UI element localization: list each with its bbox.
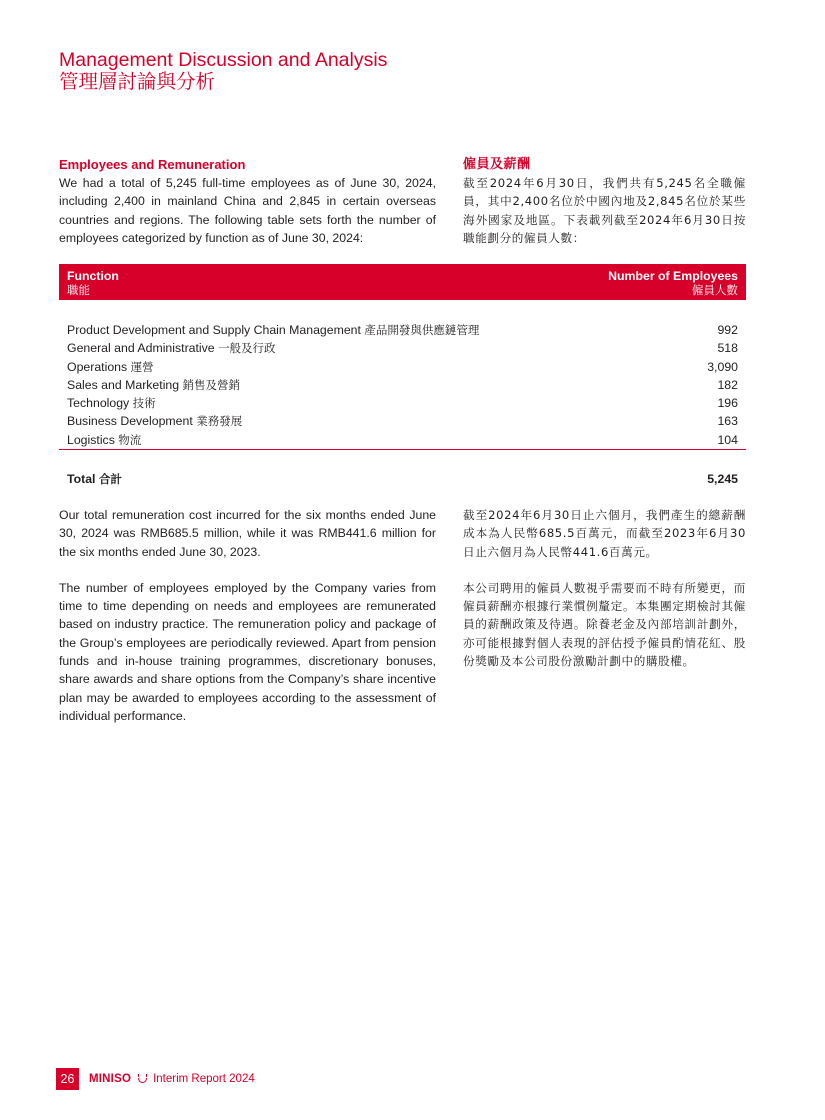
table-row xyxy=(59,431,746,449)
table-row xyxy=(59,376,746,394)
table-row xyxy=(59,339,746,357)
page-number: 26 xyxy=(56,1068,79,1090)
header-title-en: Management Discussion and Analysis xyxy=(59,49,388,71)
employees-section-en xyxy=(59,156,436,247)
row-value: 196 xyxy=(717,396,738,411)
row-label xyxy=(67,376,240,394)
row-value: 182 xyxy=(717,377,738,392)
table-row xyxy=(59,358,746,376)
header-function xyxy=(67,269,119,297)
employees-title-zh: 僱員及薪酬 xyxy=(463,157,531,172)
row-label-zh: 運營 xyxy=(130,359,154,374)
table-row xyxy=(59,321,746,339)
remuneration-para2-en: The number of employees employed by the Company varies from time to time depending on needs and employees are remunerated based on industry practice. The remuneration policy and package of the Group’s employees are periodically reviewed. Apart from pension funds and in-house training programmes, discretionary bonuses, share awards and share options from the Company’s share incentive plan may be awarded to employees according to the assessment of individual performance. xyxy=(59,580,436,723)
row-value: 163 xyxy=(717,414,738,429)
row-label-en: General and Administrative xyxy=(67,341,215,356)
row-value: 992 xyxy=(717,323,738,337)
table-divider xyxy=(59,449,746,450)
row-label-zh: 技術 xyxy=(132,396,156,411)
table-row xyxy=(59,412,746,430)
report-name: Interim Report 2024 xyxy=(153,1073,255,1085)
total-label-en: Total xyxy=(67,472,96,486)
employees-by-function-table xyxy=(59,264,746,486)
row-label-en: Business Development xyxy=(67,414,193,429)
row-label xyxy=(67,394,156,412)
employees-title-en: Employees and Remuneration xyxy=(59,157,246,172)
row-label-zh: 一般及行政 xyxy=(218,341,276,356)
miniso-smile-icon xyxy=(137,1074,148,1085)
header-function-zh: 職能 xyxy=(67,283,90,297)
page-header xyxy=(59,50,387,93)
row-label-en: Product Development and Supply Chain Management xyxy=(67,323,361,337)
row-label-zh: 物流 xyxy=(118,432,142,447)
row-label-zh: 銷售及營銷 xyxy=(182,377,241,392)
brand-name: MINISO xyxy=(89,1073,132,1085)
remuneration-section-zh xyxy=(463,506,746,670)
remuneration-para2-zh: 本公司聘用的僱員人數視乎需要而不時有所變更，而僱員薪酬亦根據行業慣例釐定。本集團定期檢討其僱員的薪酬政策及待遇。除養老金及內部培訓計劃外，亦可能根據對個人表現的評估授予僱員酌情花紅、股份獎勵及本公司股份激勵計劃中的購股權。 xyxy=(463,580,746,669)
row-label xyxy=(67,321,479,339)
row-label-en: Technology xyxy=(67,396,130,411)
total-label-zh: 合計 xyxy=(98,472,122,486)
row-label-en: Sales and Marketing xyxy=(67,377,180,392)
header-title-zh: 管理層討論與分析 xyxy=(59,70,216,93)
remuneration-para1-en: Our total remuneration cost incurred for the six months ended June 30, 2024 was RMB685.5 million, while it was RMB441.6 million for the six months ended June 30, 2023. xyxy=(59,508,436,559)
row-value: 518 xyxy=(717,341,738,356)
row-label-en: Operations xyxy=(67,359,128,374)
row-value: 3,090 xyxy=(707,359,738,374)
header-function-en: Function xyxy=(67,269,119,283)
page-footer xyxy=(56,1068,255,1090)
row-label xyxy=(67,412,242,430)
row-label-zh: 業務發展 xyxy=(196,414,243,429)
row-label-en: Logistics xyxy=(67,432,115,447)
table-body xyxy=(59,321,746,449)
employees-intro-en: We had a total of 5,245 full-time employees as of June 30, 2024, including 2,400 in mainland China and 2,845 in certain overseas countries and regions. The following table sets forth the number of employees categorized by function as of June 30, 2024: xyxy=(59,176,436,245)
employees-section-zh xyxy=(463,156,746,247)
total-value: 5,245 xyxy=(707,472,738,486)
row-label xyxy=(67,339,276,357)
row-value: 104 xyxy=(717,432,738,447)
header-count-zh: 僱員人數 xyxy=(692,283,738,297)
row-label-zh: 產品開發與供應鏈管理 xyxy=(364,323,480,337)
header-count xyxy=(608,269,738,297)
row-label xyxy=(67,358,154,376)
header-count-en: Number of Employees xyxy=(608,269,738,283)
table-row xyxy=(59,394,746,412)
remuneration-section-en xyxy=(59,506,436,725)
table-header xyxy=(59,264,746,300)
row-label xyxy=(67,431,141,449)
table-total-row xyxy=(59,470,746,488)
total-label xyxy=(67,470,122,488)
remuneration-para1-zh: 截至2024年6月30日止六個月，我們產生的總薪酬成本為人民幣685.5百萬元，而截至2023年6月30日止六個月為人民幣441.6百萬元。 xyxy=(463,508,746,559)
employees-intro-zh: 截至2024年6月30日，我們共有5,245名全職僱員，其中2,400名位於中國內地及2,845名位於某些海外國家及地區。下表載列截至2024年6月30日按職能劃分的僱員人數： xyxy=(463,176,746,245)
